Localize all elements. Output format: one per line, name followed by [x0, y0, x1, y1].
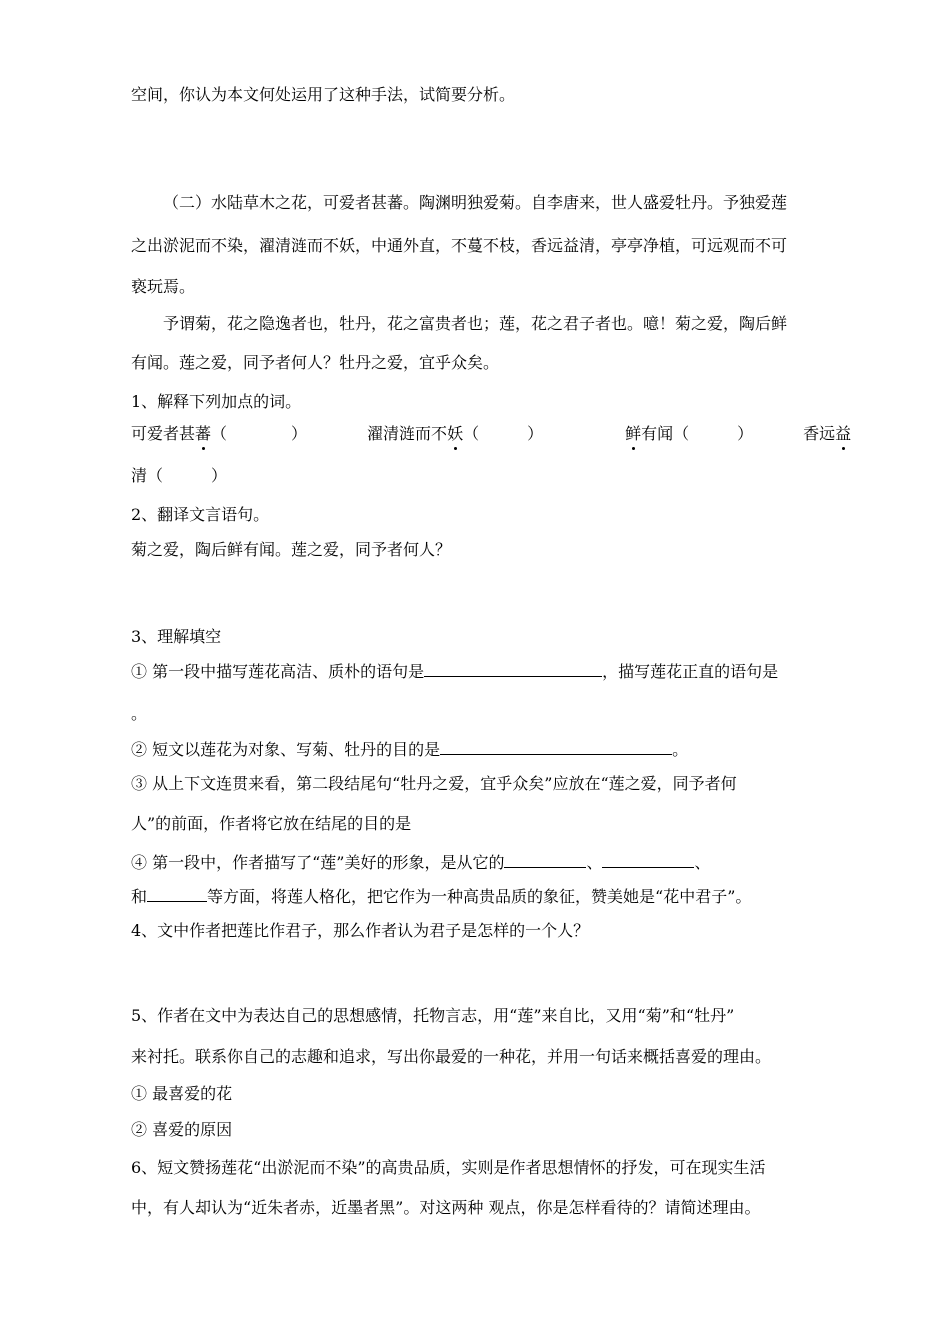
q3-2-end: 。 [672, 740, 689, 759]
question-3-2 [131, 738, 688, 760]
q3-4-sep: 、 [586, 853, 603, 872]
question-3-4 [131, 851, 710, 873]
dotted-char: 益 [835, 424, 852, 443]
passage-line: 予谓菊，花之隐逸者也，牡丹，花之富贵者也；莲，花之君子者也。噫！菊之爱，陶后鲜 [163, 314, 788, 333]
item-c-post: 有闻（ ） [641, 424, 754, 443]
answer-blank[interactable] [504, 851, 586, 868]
question-3-3b: 人”的前面，作者将它放在结尾的目的是 [131, 814, 412, 833]
item-d-pre: 香远 [803, 424, 836, 443]
item-b-pre: 濯清涟而不 [367, 424, 448, 443]
question-4: 4、文中作者把莲比作君子，那么作者认为君子是怎样的一个人？ [131, 921, 590, 940]
item-a-post: （ ） [211, 424, 308, 443]
question-3-1 [131, 660, 778, 682]
text-line: 空间，你认为本文何处运用了这种手法，试简要分析。 [131, 85, 516, 104]
question-3: 3、理解填空 [131, 627, 222, 646]
question-1-item-e: 清（ ） [131, 466, 228, 485]
answer-blank[interactable] [147, 885, 207, 902]
q3-1-text: ① 第一段中描写莲花高洁、质朴的语句是 [131, 662, 425, 681]
question-1-items [131, 424, 851, 444]
answer-blank[interactable] [440, 738, 672, 755]
question-5-2: ② 喜爱的原因 [131, 1120, 233, 1139]
item-b-post: （ ） [463, 424, 544, 443]
q3-1-text2: ，描写莲花正直的语句是 [602, 662, 779, 681]
question-3-1-end: 。 [131, 704, 148, 723]
question-5: 5、作者在文中为表达自己的思想感情，托物言志，用“莲”来自比，又用“菊”和“牡丹” [131, 1006, 735, 1025]
q3-4-and: 和 [131, 887, 148, 906]
passage-line: 之出淤泥而不染，濯清涟而不妖，中通外直，不蔓不枝，香远益清，亭亭净植，可远观而不可 [131, 236, 788, 255]
dotted-char: 鲜 [625, 424, 642, 443]
answer-blank[interactable] [602, 851, 694, 868]
question-2-text: 菊之爱，陶后鲜有闻。莲之爱，同予者何人？ [131, 540, 452, 559]
q3-4-text2: 等方面，将莲人格化，把它作为一种高贵品质的象征，赞美她是“花中君子”。 [207, 887, 752, 906]
question-3-3: ③ 从上下文连贯来看，第二段结尾句“牡丹之爱，宜乎众矣”应放在“莲之爱，同予者何 [131, 774, 737, 793]
passage-line: 亵玩焉。 [131, 277, 196, 296]
q3-4-sep: 、 [694, 853, 711, 872]
question-5-1: ① 最喜爱的花 [131, 1084, 233, 1103]
question-3-4b [131, 885, 751, 907]
dotted-char: 蕃 [195, 424, 212, 443]
question-2: 2、翻译文言语句。 [131, 505, 270, 524]
passage-line: 有闻。莲之爱，同予者何人？牡丹之爱，宜乎众矣。 [131, 353, 500, 372]
item-a-pre: 可爱者甚 [131, 424, 196, 443]
dotted-char: 妖 [447, 424, 464, 443]
question-5b: 来衬托。联系你自己的志趣和追求，写出你最爱的一种花，并用一句话来概括喜爱的理由。 [131, 1047, 772, 1066]
question-6b: 中，有人却认为“近朱者赤，近墨者黑”。对这两种 观点，你是怎样看待的？请简述理由。 [131, 1198, 761, 1217]
question-6: 6、短文赞扬莲花“出淤泥而不染”的高贵品质，实则是作者思想情怀的抒发，可在现实生活 [131, 1158, 766, 1177]
passage-line: （二）水陆草木之花，可爱者甚蕃。陶渊明独爱菊。自李唐来，世人盛爱牡丹。予独爱莲 [163, 193, 788, 212]
q3-2-text: ② 短文以莲花为对象、写菊、牡丹的目的是 [131, 740, 441, 759]
q3-4-text: ④ 第一段中，作者描写了“莲”美好的形象，是从它的 [131, 853, 505, 872]
answer-blank[interactable] [424, 660, 602, 677]
question-1: 1、解释下列加点的词。 [131, 392, 302, 411]
